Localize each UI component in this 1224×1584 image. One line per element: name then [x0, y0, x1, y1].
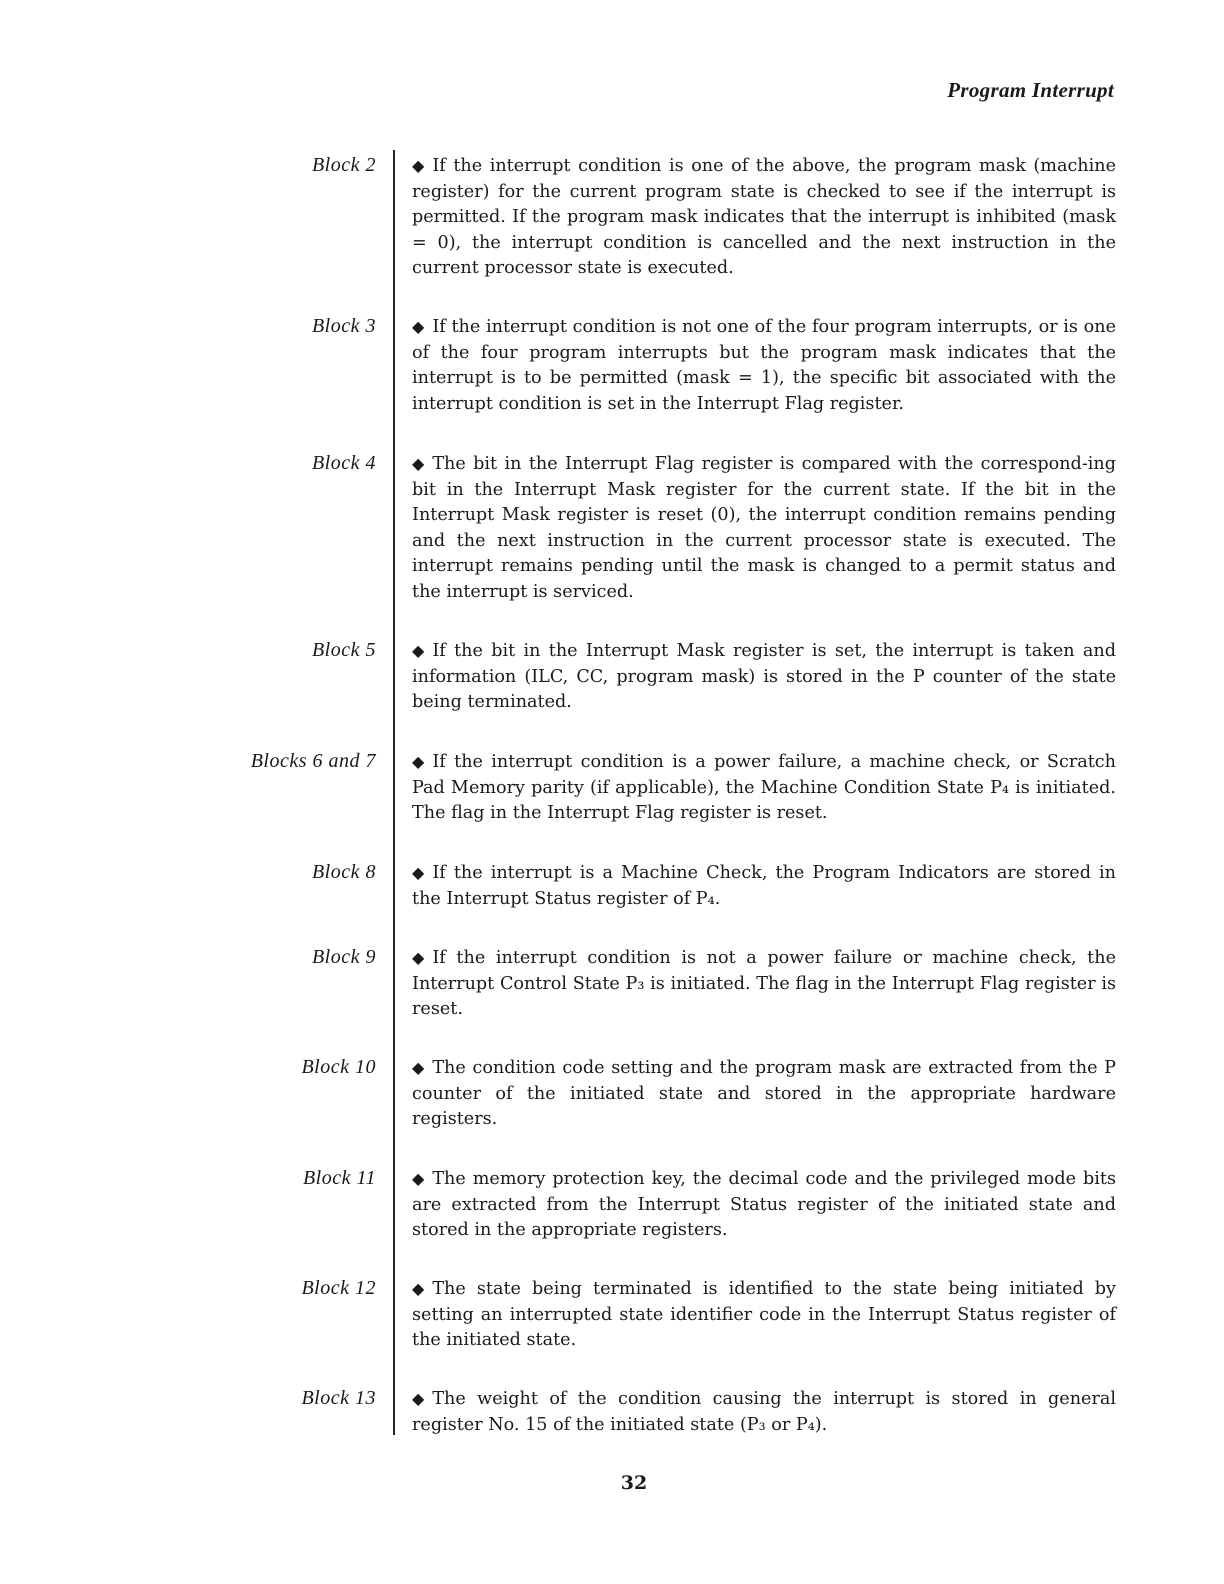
diamond-bullet-icon: ◆ [412, 454, 425, 473]
block-text-body: If the bit in the Interrupt Mask register is set, the interrupt is taken and information (ILC, CC, program mask) is stored in the P counter of the state being terminated. [412, 641, 1116, 713]
diamond-bullet-icon: ◆ [412, 948, 425, 967]
diamond-bullet-icon: ◆ [412, 1279, 425, 1298]
diamond-bullet-icon: ◆ [412, 1058, 425, 1077]
block-text-body: If the interrupt is a Machine Check, the Program Indicators are stored in the Interrupt Status register of P₄. [412, 863, 1116, 909]
block-text-body: The bit in the Interrupt Flag register is compared with the correspond-ing bit in the Interrupt Mask register for the current state. If the bit in the Interrupt Mask register is reset (0), the interrupt condition remains pending and the next instruction in the current processor state is executed. The interrupt remains pending until the mask is changed to a permit status and the interrupt is serviced. [412, 454, 1116, 602]
diamond-bullet-icon: ◆ [412, 863, 425, 882]
block-label: Block 10 [301, 1056, 376, 1078]
diamond-bullet-icon: ◆ [412, 1169, 425, 1188]
block-label: Block 3 [311, 315, 376, 337]
block-text-body: The condition code setting and the program mask are extracted from the P counter of the initiated state and stored in the appropriate hardware registers. [412, 1058, 1116, 1130]
diamond-bullet-icon: ◆ [412, 156, 425, 175]
block-text-body: The memory protection key, the decimal code and the privileged mode bits are extracted from the Interrupt Status register of the initiated state and stored in the appropriate registers. [412, 1169, 1116, 1241]
block-label: Block 5 [311, 639, 376, 661]
block-text-body: The weight of the condition causing the interrupt is stored in general register No. 15 of the initiated state (P₃ or P₄). [412, 1389, 1116, 1435]
block-label: Blocks 6 and 7 [250, 750, 376, 772]
block-text [412, 638, 1116, 716]
block-text [412, 1055, 1116, 1133]
block-label: Block 13 [301, 1387, 376, 1409]
block-text-body: If the interrupt condition is one of the above, the program mask (machine register) for the current program state is checked to see if the interrupt is permitted. If the program mask indicates that the interrupt is inhibited (mask = 0), the interrupt condition is cancelled and the next instruction in the current processor state is executed. [412, 156, 1116, 279]
running-head: Program Interrupt [947, 78, 1114, 102]
diamond-bullet-icon: ◆ [412, 641, 425, 660]
block-text [412, 1166, 1116, 1244]
block-label: Block 9 [311, 946, 376, 968]
block-text-body: The state being terminated is identified to the state being initiated by setting an interrupted state identifier code in the Interrupt Status register of the initiated state. [412, 1279, 1116, 1351]
block-label: Block 8 [311, 861, 376, 883]
block-text [412, 314, 1116, 417]
block-label: Block 4 [311, 452, 376, 474]
block-label: Block 11 [302, 1167, 376, 1189]
block-text [412, 945, 1116, 1023]
block-text [412, 451, 1116, 606]
diamond-bullet-icon: ◆ [412, 317, 425, 336]
block-text [412, 860, 1116, 912]
block-label: Block 2 [311, 154, 376, 176]
diamond-bullet-icon: ◆ [412, 752, 425, 771]
block-text [412, 153, 1116, 282]
page-number: 32 [620, 1472, 648, 1494]
block-text [412, 1276, 1116, 1354]
block-text-body: If the interrupt condition is not one of the four program interrupts, or is one of the four program interrupts but the program mask indicates that the interrupt is to be permitted (mask = 1), the specific bit associated with the interrupt condition is set in the Interrupt Flag register. [412, 317, 1116, 414]
block-text-body: If the interrupt condition is a power failure, a machine check, or Scratch Pad Memory parity (if applicable), the Machine Condition State P₄ is initiated. The flag in the Interrupt Flag register is reset. [412, 752, 1116, 824]
diamond-bullet-icon: ◆ [412, 1389, 425, 1408]
block-text [412, 749, 1116, 827]
block-text-body: If the interrupt condition is not a power failure or machine check, the Interrupt Control State P₃ is initiated. The flag in the Interrupt Flag register is reset. [412, 948, 1116, 1020]
margin-rule [393, 150, 395, 1435]
block-text [412, 1386, 1116, 1438]
block-label: Block 12 [301, 1277, 376, 1299]
